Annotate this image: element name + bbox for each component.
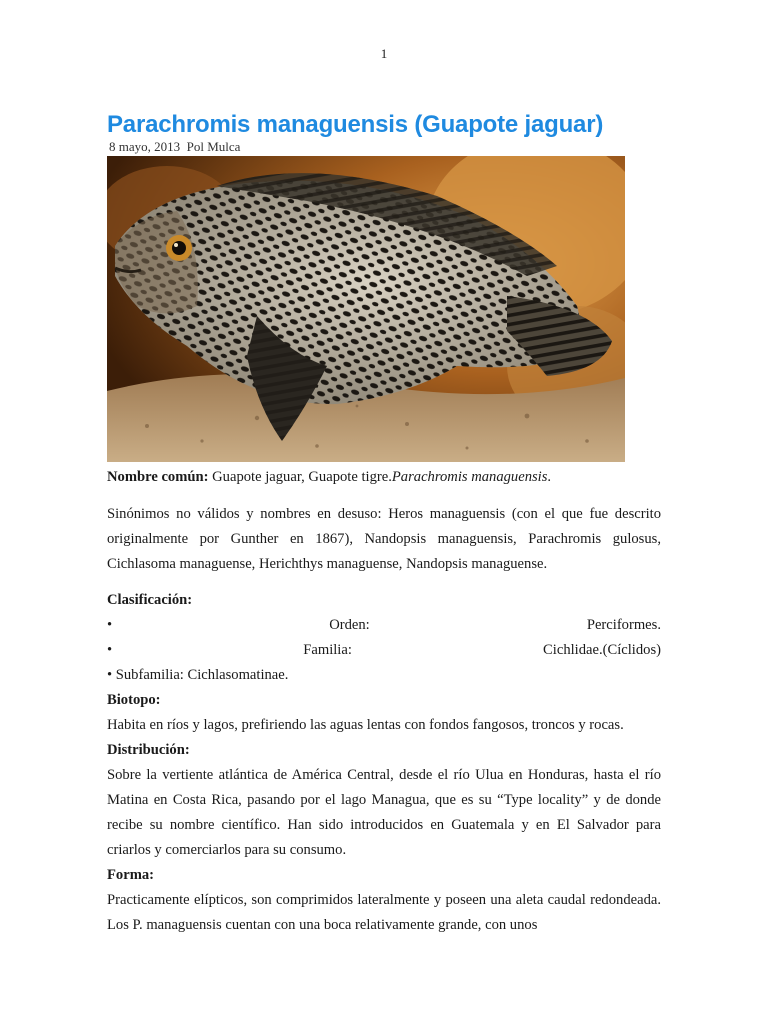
classification-familia <box>107 638 661 663</box>
common-name-line <box>107 465 661 490</box>
familia-value: Cichlidae.(Cíclidos) <box>543 642 661 658</box>
familia-label: Familia: <box>303 642 352 658</box>
page-title: Parachromis managuensis (Guapote jaguar) <box>107 111 604 138</box>
common-name-label: Nombre común: <box>107 469 209 485</box>
biotope-text: Habita en ríos y lagos, prefiriendo las aguas lentas con fondos fangosos, troncos y rocas. <box>107 717 624 733</box>
orden-bullet: • <box>107 617 113 633</box>
orden-label: Orden: <box>329 617 370 633</box>
familia-bullet: • <box>107 642 113 658</box>
biotope-heading: Biotopo: <box>107 692 161 708</box>
classification-subfamilia: • Subfamilia: Cichlasomatinae. <box>107 667 289 683</box>
classification-section <box>107 588 661 938</box>
form-text: Practicamente elípticos, son comprimidos lateralmente y poseen una aleta caudal redondeada. Los P. managuensis cuentan con una boca relativamente grande, con unos <box>107 892 661 933</box>
fish-photo <box>107 156 625 462</box>
page-number: 1 <box>380 46 388 61</box>
classification-orden <box>107 613 661 638</box>
byline-date: 8 mayo, 2013 <box>109 139 181 154</box>
distribution-text: Sobre la vertiente atlántica de América Central, desde el río Ulua en Honduras, hasta el río Matina en Costa Rica, pasando por el lago Managua, que es su “Type locality” y de donde recibe su nombre científico. Han sido introducidos en Guatemala y en El Salvador para criarlos y comerciarlos para su consumo. <box>107 767 661 858</box>
form-heading: Forma: <box>107 867 155 883</box>
distribution-heading: Distribución: <box>107 742 190 758</box>
common-name-end: . <box>547 469 552 485</box>
byline-author: Pol Mulca <box>186 139 241 154</box>
orden-value: Perciformes. <box>586 617 661 633</box>
common-name-scientific: Parachromis managuensis <box>391 469 548 485</box>
byline <box>109 139 240 155</box>
synonyms-paragraph: Sinónimos no válidos y nombres en desuso: Heros managuensis (con el que fue descrito originalmente por Gunther en 1867), Nandopsis managuensis, Parachromis gulosus, Cichlasoma managuense, Herichthys managuense, Nandopsis managuense. <box>107 506 661 572</box>
common-name-text: Guapote jaguar, Guapote tigre. <box>208 469 392 485</box>
classification-heading: Clasificación: <box>107 592 193 608</box>
